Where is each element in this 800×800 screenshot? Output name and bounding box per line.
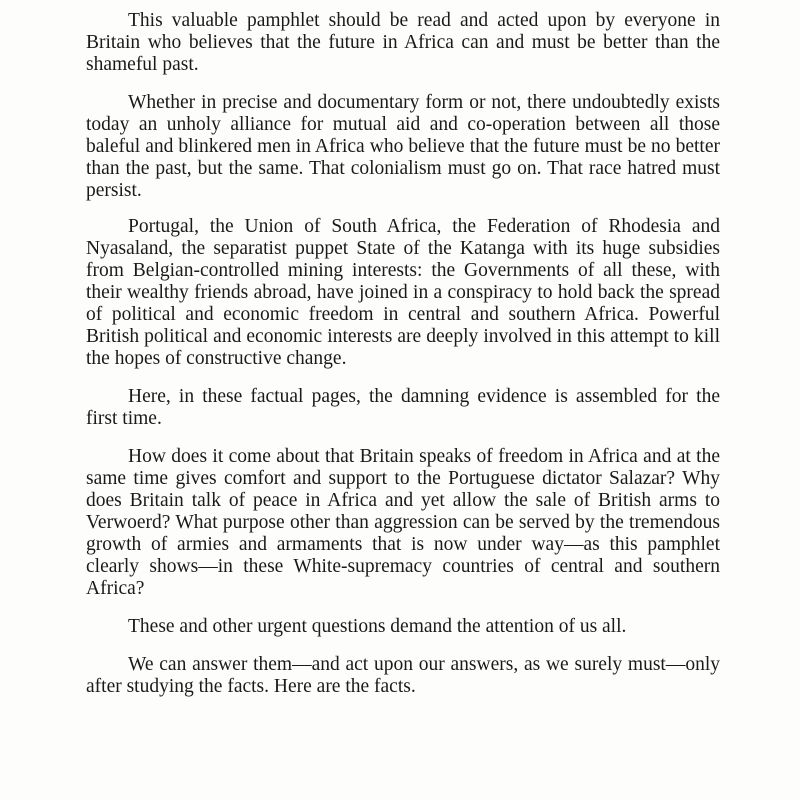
paragraph-alliance: Whether in precise and documentary form or not, there undoubtedly exists today an unholy alliance for mutual aid and co-operation between all those baleful and blinkered men in Africa who believe that the future must be no better than the past, but the same. That colonialism must go on. That race hatred must persist. [86,92,720,201]
paragraph-conspiracy: Portugal, the Union of South Africa, the Federation of Rhodesia and Nyasaland, the separatist puppet State of the Katanga with its huge subsidies from Belgian-controlled mining interests: the Governments of all these, with their wealthy friends abroad, have joined in a conspiracy to hold back the spread of political and economic freedom in central and southern Africa. Powerful British political and economic interests are deeply involved in this attempt to kill the hopes of constructive change. [86,216,720,369]
paragraph-urgent: These and other urgent questions demand the attention of us all. [128,616,627,637]
paragraph-facts: We can answer them—and act upon our answers, as we surely must—only after studying the facts. Here are the facts. [86,654,720,697]
paragraph-intro: This valuable pamphlet should be read and acted upon by everyone in Britain who believes that the future in Africa can and must be better than the shameful past. [86,10,720,75]
paragraph-questions: How does it come about that Britain speaks of freedom in Africa and at the same time gives comfort and support to the Portuguese dictator Salazar? Why does Britain talk of peace in Africa and yet allow the sale of British arms to Verwoerd? What purpose other than aggression can be served by the tremendous growth of armies and armaments that is now under way—as this pamphlet clearly shows—in these White-supremacy countries of central and southern Africa? [86,446,720,599]
paragraph-evidence: Here, in these factual pages, the damning evidence is assembled for the first time. [86,386,720,429]
